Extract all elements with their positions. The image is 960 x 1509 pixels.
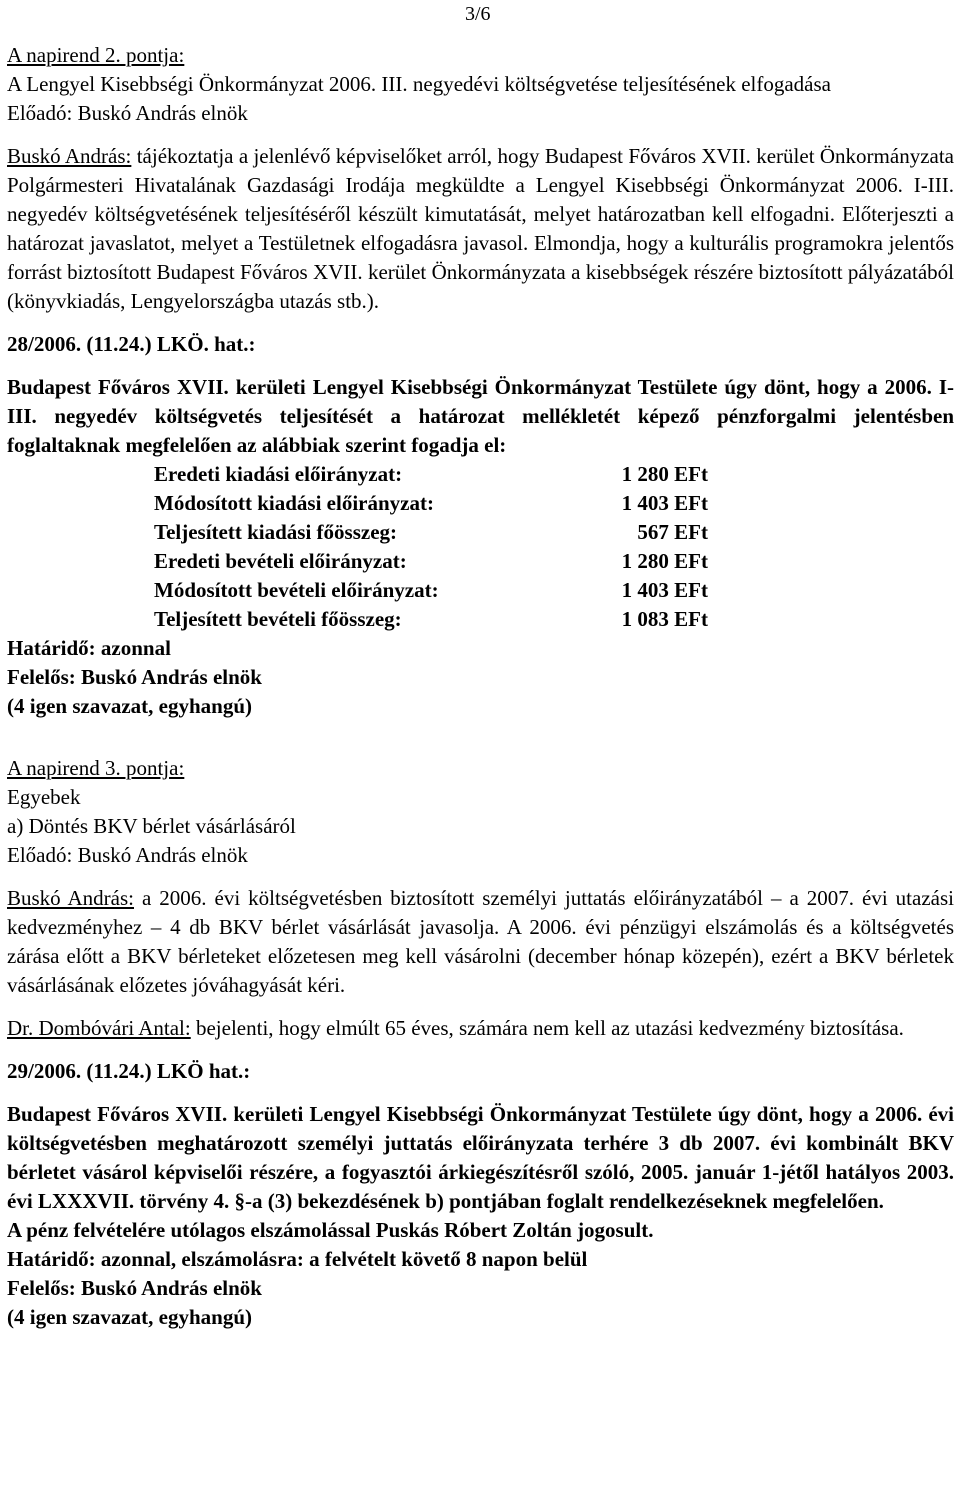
deadline: Határidő: azonnal — [7, 636, 171, 660]
speaker-name: Dr. Dombóvári Antal: — [7, 1016, 191, 1040]
resolution-number: 29/2006. (11.24.) LKÖ hat.: — [7, 1059, 251, 1083]
page-content — [7, 41, 954, 1332]
deadline: Határidő: azonnal, elszámolásra: a felvételt követő 8 napon belül — [7, 1247, 588, 1271]
agenda-title: Egyebek — [7, 785, 81, 809]
resolution-text: Budapest Főváros XVII. kerületi Lengyel Kisebbségi Önkormányzat Testülete úgy dönt, hogy a 2006. I-III. negyedév költségvetés teljesítését a határozat mellékletét képező pénzforgalmi jelentésben foglaltaknak megfelelően az alábbiak szerint fogadja el: — [7, 375, 954, 457]
budget-row: Teljesített bevételi főösszeg: 1 083 EFt — [154, 607, 708, 631]
agenda-item-2 — [7, 41, 954, 721]
speech-text: a 2006. évi költségvetésben biztosított személyi juttatás előirányzatából – a 2007. évi utazási kedvezményhez – 4 db BKV bérlet vásárlását javasolja. A 2006. évi pénzügyi elszámolás és a költségvetés zárása előtt a BKV bérleteket előzetesen meg kell vásárolni (december hónap közepén), ezért a BKV bérletek vásárlásának előzetes jóváhagyását kéri. — [7, 886, 954, 997]
resolution-number: 28/2006. (11.24.) LKÖ. hat.: — [7, 332, 256, 356]
budget-row: Teljesített kiadási főösszeg: 567 EFt — [154, 520, 708, 544]
agenda-subtitle: a) Döntés BKV bérlet vásárlásáról — [7, 814, 296, 838]
vote-result: (4 igen szavazat, egyhangú) — [7, 1305, 252, 1329]
responsible: Felelős: Buskó András elnök — [7, 665, 262, 689]
presenter: Előadó: Buskó András elnök — [7, 843, 248, 867]
agenda-heading: A napirend 2. pontja: — [7, 43, 185, 67]
responsible: Felelős: Buskó András elnök — [7, 1276, 262, 1300]
speech-text: bejelenti, hogy elmúlt 65 éves, számára nem kell az utazási kedvezmény biztosítása. — [190, 1016, 904, 1040]
presenter: Előadó: Buskó András elnök — [7, 101, 248, 125]
budget-row: Módosított kiadási előirányzat: 1 403 EFt — [154, 491, 708, 515]
agenda-item-3 — [7, 754, 954, 1332]
resolution-text: Budapest Főváros XVII. kerületi Lengyel Kisebbségi Önkormányzat Testülete úgy dönt, hogy a 2006. évi költségvetésben meghatározott személyi juttatás előirányzata terhére 3 db 2007. évi kombinált BKV bérletet vásárol képviselői részére, a fogyasztói árkiegészítésről szóló, 2005. január 1-jétől hatályos 2003. évi LXXXVII. törvény 4. §-a (3) bekezdésének b) pontjában foglalt rendelkezéseknek megfelelően. — [7, 1102, 954, 1213]
speech-paragraph — [7, 1014, 954, 1043]
speech-paragraph — [7, 884, 954, 1000]
speech-paragraph — [7, 142, 954, 316]
resolution-authorization: A pénz felvételére utólagos elszámolással Puskás Róbert Zoltán jogosult. — [7, 1218, 654, 1242]
speech-text: tájékoztatja a jelenlévő képviselőket arról, hogy Budapest Főváros XVII. kerület Önkormányzata Polgármesteri Hivatalának Gazdasági Irodája megküldte a Lengyel Kisebbségi Önkormányzat 2006. I-III. negyedév költségvetésének teljesítéséről készült kimutatását, melyet határozatban kell elfogadni. Előterjeszti a határozat javaslatot, melyet a Testületnek elfogadásra javasol. Elmondja, hogy a kulturális programokra jelentős forrást biztosított Budapest Főváros XVII. kerület Önkormányzata a kisebbségek részére biztosított pályázatából (könyvkiadás, Lengyelországba utazás stb.). — [7, 144, 954, 313]
budget-row: Eredeti bevételi előirányzat: 1 280 EFt — [154, 549, 708, 573]
agenda-heading: A napirend 3. pontja: — [7, 756, 185, 780]
speaker-name: Buskó András: — [7, 144, 132, 168]
agenda-title: A Lengyel Kisebbségi Önkormányzat 2006. III. negyedévi költségvetése teljesítésének elfogadása — [7, 72, 831, 96]
budget-row: Eredeti kiadási előirányzat: 1 280 EFt — [154, 462, 708, 486]
budget-row: Módosított bevételi előirányzat: 1 403 EFt — [154, 578, 708, 602]
speaker-name: Buskó András: — [7, 886, 134, 910]
budget-table — [154, 460, 954, 634]
vote-result: (4 igen szavazat, egyhangú) — [7, 694, 252, 718]
page-number: 3/6 — [465, 3, 491, 25]
